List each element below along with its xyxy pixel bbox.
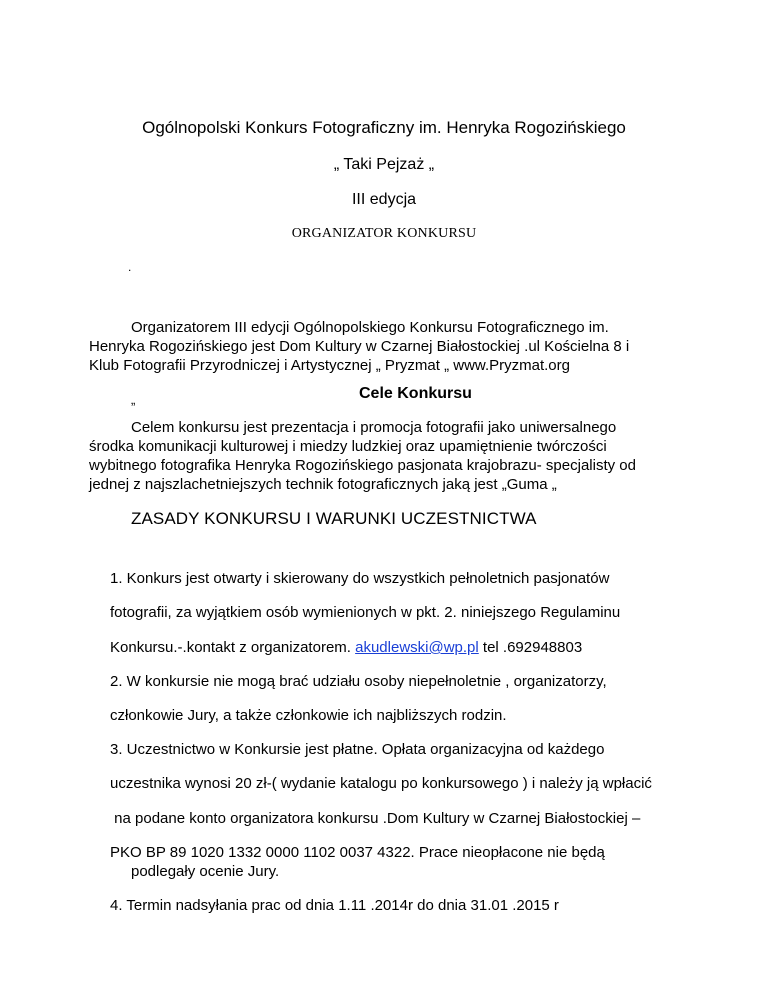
organizer-line-1: Organizatorem III edycji Ogólnopolskiego Konkursu Fotograficznego im. [131,319,609,336]
rules-line-1: 1. Konkurs jest otwarty i skierowany do wszystkich pełnoletnich pasjonatów [110,570,610,587]
rules-line-3 [110,639,582,656]
rules-line-11: 4. Termin nadsyłania prac od dnia 1.11 .2014r do dnia 31.01 .2015 r [110,897,559,914]
document-title: Ogólnopolski Konkurs Fotograficzny im. Henryka Rogozińskiego [142,118,626,137]
rules-line-9: PKO BP 89 1020 1332 0000 1102 0037 4322. Prace nieopłacone nie będą [110,844,605,861]
goals-line-2: środka komunikacji kulturowej i miedzy ludzkiej oraz upamiętnienie twórczości [89,438,607,455]
quote-mark: „ [131,392,136,407]
goals-heading: Cele Konkursu [359,385,472,402]
rules-line-7: uczestnika wynosi 20 zł-( wydanie katalogu po konkursowego ) i należy ją wpłacić [110,775,652,792]
rules-line-5: członkowie Jury, a także członkowie ich najbliższych rodzin. [110,707,507,724]
organizer-line-2: Henryka Rogozińskiego jest Dom Kultury w Czarnej Białostockiej .ul Kościelna 8 i [89,338,630,355]
rules-line-4: 2. W konkursie nie mogą brać udziału osoby niepełnoletnie , organizatorzy, [110,673,607,690]
goals-line-1: Celem konkursu jest prezentacja i promocja fotografii jako uniwersalnego [131,419,617,436]
rules-line-3-suffix: tel .692948803 [478,639,583,656]
rules-line-8: na podane konto organizatora konkursu .Dom Kultury w Czarnej Białostockiej – [110,810,641,827]
organizer-line-3: Klub Fotografii Przyrodniczej i Artystycznej „ Pryzmat „ www.Pryzmat.org [89,357,570,374]
edition-label: III edycja [351,191,417,208]
rules-line-6: 3. Uczestnictwo w Konkursie jest płatne. Opłata organizacyjna od każdego [110,741,605,758]
rules-line-3-prefix: Konkursu.-.kontakt z organizatorem. [110,639,356,656]
organizer-heading: ORGANIZATOR KONKURSU [291,226,477,241]
rules-line-10: podlegały ocenie Jury. [131,863,280,880]
goals-line-3: wybitnego fotografika Henryka Rogozińskiego pasjonata krajobrazu- specjalisty od [89,457,636,474]
rules-heading: ZASADY KONKURSU I WARUNKI UCZESTNICTWA [131,509,537,528]
contest-subtitle: „ Taki Pejzaż „ [333,156,435,173]
rules-line-2: fotografii, za wyjątkiem osób wymienionych w pkt. 2. niniejszego Regulaminu [110,604,621,621]
goals-line-4: jednej z najszlachetniejszych technik fotograficznych jaką jest „Guma „ [89,476,557,493]
stray-dot: . [128,260,132,274]
contact-email-link[interactable]: akudlewski@wp.pl [355,639,479,656]
